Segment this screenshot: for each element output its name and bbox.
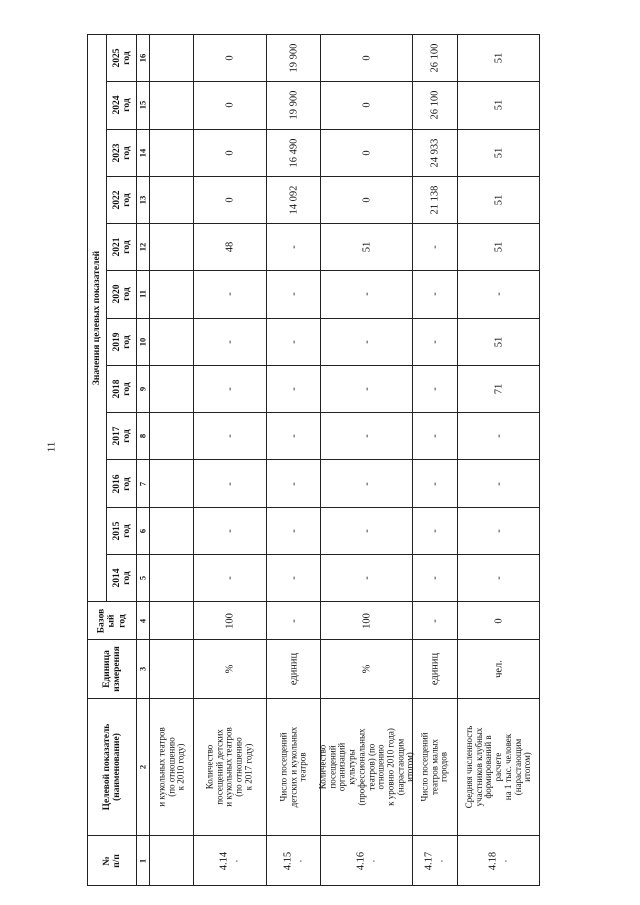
value-cell-text: - (492, 529, 504, 533)
unit-header (88, 640, 137, 699)
value-cell-text: - (287, 529, 299, 533)
value-cell-text: - (429, 245, 441, 249)
column-number (137, 365, 150, 412)
year-header (107, 365, 137, 412)
value-cell-text: 51 (492, 100, 504, 111)
value-cell-text: 0 (360, 197, 372, 203)
indicator-name-cell (413, 699, 458, 836)
value-cell (150, 554, 194, 601)
base-value-cell-text: 100 (224, 612, 236, 629)
indicator-name-cell (458, 699, 540, 836)
value-cell-text: - (224, 529, 236, 533)
row-number-cell (194, 836, 267, 886)
base-value-cell (458, 602, 540, 640)
value-cell (267, 129, 321, 176)
value-cell (150, 365, 194, 412)
indicator-name-cell-text: и кукольных театров (по отношению к 2010 году) (155, 727, 186, 807)
unit-cell-text: чел. (492, 660, 504, 678)
value-cell-text: - (492, 292, 504, 297)
year-header (107, 507, 137, 554)
column-number (137, 82, 150, 129)
value-cell (194, 365, 267, 412)
column-number (137, 224, 150, 271)
row-number-cell (458, 836, 540, 886)
value-cell (150, 413, 194, 460)
column-number-text: 16 (137, 53, 148, 63)
value-cell (194, 554, 267, 601)
column-number-text: 14 (137, 148, 148, 157)
value-cell-text: - (360, 576, 372, 580)
year-header (107, 129, 137, 176)
no-header (88, 836, 137, 886)
row-number-cell (413, 836, 458, 886)
value-cell (150, 82, 194, 129)
unit-cell-text: % (360, 664, 372, 674)
unit-cell (194, 640, 267, 699)
value-cell-text: - (492, 481, 504, 486)
value-cell (413, 554, 458, 601)
table-row (88, 271, 540, 318)
column-number-text: 10 (137, 337, 148, 346)
value-cell-text: - (492, 434, 504, 438)
year-header-text: 2020 год (111, 284, 132, 304)
value-cell (321, 224, 413, 271)
value-cell-text: - (429, 434, 441, 438)
value-cell-text: 51 (492, 147, 504, 158)
unit-cell-text: % (224, 664, 236, 674)
unit-cell (321, 640, 413, 699)
base-value-cell-text: 0 (492, 617, 504, 624)
indicator-name-cell-text: Количество посещений детских и кукольных театров (по отношению к 2017 году) (204, 727, 254, 807)
column-number-text: 13 (137, 195, 148, 205)
value-cell (321, 176, 413, 223)
value-cell (458, 507, 540, 554)
no-header-text: № п/п (101, 853, 122, 868)
table-row (88, 699, 540, 836)
value-cell (413, 224, 458, 271)
base-value-cell-text: - (287, 618, 299, 623)
indicator-name-cell (150, 699, 194, 836)
table-row (88, 836, 540, 886)
value-cell (194, 224, 267, 271)
year-header-text: 2014 год (111, 568, 132, 588)
value-cell-text: - (287, 292, 299, 297)
year-header-text: 2015 год (111, 521, 132, 541)
value-cell (321, 271, 413, 318)
value-cell-text: - (429, 387, 441, 391)
base-value-cell (413, 602, 458, 640)
table-row (88, 554, 540, 601)
value-cell-text: - (287, 339, 299, 344)
value-cell-text: - (224, 434, 236, 438)
base-value-cell (267, 602, 321, 640)
value-cell-text: 48 (224, 241, 236, 253)
row-number-cell-text: 4.14 . (218, 851, 241, 870)
value-cell (267, 413, 321, 460)
value-cell-text: - (429, 576, 441, 580)
value-cell (150, 176, 194, 223)
value-cell-text: - (287, 387, 299, 391)
column-number-text: 9 (137, 386, 148, 392)
value-cell (194, 318, 267, 365)
value-cell (321, 507, 413, 554)
value-cell-text: - (429, 339, 441, 344)
value-cell-text: - (360, 339, 372, 344)
value-cell (458, 82, 540, 129)
value-cell (413, 129, 458, 176)
year-header (107, 318, 137, 365)
value-cell (413, 318, 458, 365)
value-cell-text: 0 (224, 102, 236, 109)
column-number (137, 699, 150, 836)
value-cell-text: 16 490 (287, 138, 299, 168)
value-cell (194, 507, 267, 554)
indicator-name-cell (194, 699, 267, 836)
column-number (137, 271, 150, 318)
value-cell-text: 26 100 (429, 90, 441, 120)
page-number: 11 (45, 441, 57, 453)
year-header (107, 271, 137, 318)
value-cell-text: - (429, 292, 441, 297)
column-number-text: 5 (137, 575, 148, 581)
value-cell-text: - (429, 529, 441, 533)
value-cell-text: - (224, 387, 236, 391)
column-number-text: 4 (137, 618, 148, 623)
value-cell (267, 82, 321, 129)
column-number-text: 15 (137, 101, 148, 110)
value-cell-text: 24 933 (429, 138, 441, 168)
value-cell (267, 365, 321, 412)
value-cell (321, 554, 413, 601)
value-cell-text: 51 (492, 241, 504, 253)
value-cell-text: - (360, 434, 372, 438)
value-cell (413, 82, 458, 129)
value-cell-text: - (360, 292, 372, 297)
values-group-header-text: Значения целевых показателей (91, 250, 102, 386)
column-number-text: 8 (137, 434, 148, 439)
value-cell-text: 0 (224, 197, 236, 203)
value-cell (267, 35, 321, 82)
value-cell-text: - (492, 576, 504, 580)
value-cell (321, 318, 413, 365)
value-cell-text: - (224, 576, 236, 580)
indicator-name-cell-text: Количество посещений организаций культуры (профессиональных театров) (по отношению к уровню 2010 года) (нарастающим итогом) (316, 728, 415, 806)
value-cell (150, 129, 194, 176)
value-cell (458, 271, 540, 318)
value-cell (321, 413, 413, 460)
table-row (88, 176, 540, 223)
value-cell (194, 35, 267, 82)
unit-cell-text: единиц (429, 652, 441, 686)
year-header (107, 35, 137, 82)
column-number (137, 129, 150, 176)
value-cell-text: - (287, 434, 299, 438)
base-value-cell-text: 100 (360, 612, 372, 629)
table-row (88, 224, 540, 271)
row-number-cell-text: 4.18 . (487, 851, 510, 870)
value-cell (458, 413, 540, 460)
column-number (137, 554, 150, 601)
value-cell-text: 51 (360, 241, 372, 253)
value-cell (267, 460, 321, 507)
unit-cell (458, 640, 540, 699)
value-cell (267, 554, 321, 601)
year-header (107, 176, 137, 223)
value-cell (150, 507, 194, 554)
base-value-cell-text: - (429, 618, 441, 623)
column-number (137, 640, 150, 699)
indicator-header (88, 699, 137, 836)
value-cell (321, 365, 413, 412)
indicator-name-cell (267, 699, 321, 836)
value-cell-text: 0 (360, 150, 372, 156)
value-cell-text: 0 (224, 55, 236, 61)
column-number (137, 318, 150, 365)
base-header-text: Базов ый год (96, 608, 128, 633)
row-number-cell-text: 4.17 . (423, 851, 446, 870)
value-cell-text: - (360, 387, 372, 391)
year-header-text: 2016 год (111, 474, 132, 494)
year-header-text: 2018 год (111, 379, 132, 399)
value-cell (150, 224, 194, 271)
value-cell-text: 19 900 (287, 90, 299, 120)
value-cell (194, 271, 267, 318)
indicator-name-cell-text: Средняя численность участников клубных формирований в расчете на 1 тыс. человек (нарастающим итогом) (463, 725, 532, 809)
table-row (88, 82, 540, 129)
column-number-text: 7 (137, 481, 148, 486)
base-value-cell (321, 602, 413, 640)
year-header-text: 2021 год (111, 237, 132, 257)
value-cell-text: - (224, 481, 236, 486)
value-cell-text: 26 100 (429, 43, 441, 73)
value-cell (413, 507, 458, 554)
year-header (107, 554, 137, 601)
indicator-name-cell-text: Число посещений детских и кукольных театров (277, 726, 308, 808)
column-number (137, 507, 150, 554)
unit-header-text: Единица измерения (101, 646, 122, 692)
value-cell (458, 224, 540, 271)
column-number-text: 1 (137, 858, 148, 863)
column-number (137, 413, 150, 460)
column-number-text: 12 (137, 242, 148, 252)
value-cell (413, 365, 458, 412)
column-number (137, 836, 150, 886)
table-row (88, 602, 540, 640)
unit-cell (413, 640, 458, 699)
base-header (88, 602, 137, 640)
values-group-header (88, 35, 107, 602)
target-indicators-table (87, 34, 540, 886)
value-cell (150, 35, 194, 82)
table-row (88, 460, 540, 507)
column-number-text: 11 (137, 290, 148, 299)
value-cell-text: 0 (224, 150, 236, 156)
unit-cell (150, 640, 194, 699)
value-cell-text: - (224, 339, 236, 344)
year-header-text: 2024 год (111, 95, 132, 115)
value-cell-text: 71 (492, 383, 504, 395)
value-cell-text: 14 092 (287, 185, 299, 215)
value-cell-text: - (429, 481, 441, 486)
value-cell-text: 51 (492, 194, 504, 206)
value-cell (267, 271, 321, 318)
column-number-text: 6 (137, 528, 148, 533)
row-number-cell-text: 4.15 . (282, 851, 305, 870)
value-cell-text: - (360, 529, 372, 533)
value-cell (458, 176, 540, 223)
value-cell (458, 554, 540, 601)
row-number-cell (267, 836, 321, 886)
row-number-cell (321, 836, 413, 886)
year-header (107, 82, 137, 129)
value-cell (413, 460, 458, 507)
indicator-name-cell (316, 699, 415, 836)
year-header-text: 2019 год (111, 332, 132, 352)
value-cell-text: - (224, 292, 236, 297)
year-header (107, 224, 137, 271)
value-cell (194, 176, 267, 223)
value-cell (150, 271, 194, 318)
value-cell (458, 318, 540, 365)
value-cell-text: 51 (492, 52, 504, 64)
year-header-text: 2025 год (111, 48, 132, 68)
value-cell (194, 82, 267, 129)
year-header-text: 2017 год (111, 426, 132, 446)
value-cell (267, 224, 321, 271)
value-cell-text: 0 (360, 55, 372, 61)
value-cell (267, 507, 321, 554)
value-cell-text: 21 138 (429, 185, 441, 215)
column-number (137, 460, 150, 507)
indicator-name-cell-text: Число посещений театров малых городов (419, 732, 449, 802)
value-cell (413, 176, 458, 223)
value-cell (194, 413, 267, 460)
value-cell (267, 318, 321, 365)
table-row (88, 365, 540, 412)
column-number-text: 3 (137, 666, 148, 672)
table-row (88, 640, 540, 699)
row-number-cell-text: 4.16 . (355, 851, 378, 870)
value-cell (413, 413, 458, 460)
value-cell-text: - (287, 245, 299, 249)
unit-cell-text: единиц (287, 652, 299, 686)
column-number-text: 2 (137, 765, 148, 770)
value-cell (267, 176, 321, 223)
table-row (88, 35, 540, 82)
value-cell (458, 129, 540, 176)
table-row (88, 129, 540, 176)
value-cell-text: 0 (360, 102, 372, 109)
row-number-cell (150, 836, 194, 886)
column-number (137, 35, 150, 82)
year-header-text: 2022 год (111, 190, 132, 210)
value-cell (194, 129, 267, 176)
value-cell (321, 82, 413, 129)
value-cell-text: 51 (492, 336, 504, 347)
value-cell (413, 35, 458, 82)
value-cell (321, 129, 413, 176)
value-cell (150, 460, 194, 507)
table-row (88, 413, 540, 460)
column-number (137, 176, 150, 223)
value-cell (321, 35, 413, 82)
year-header-text: 2023 год (111, 143, 132, 163)
value-cell-text: - (287, 481, 299, 486)
base-value-cell (194, 602, 267, 640)
table-row (88, 507, 540, 554)
value-cell (458, 365, 540, 412)
value-cell-text: - (287, 576, 299, 580)
indicator-header-text: Целевой показатель (наименование) (101, 723, 122, 811)
year-header (107, 460, 137, 507)
value-cell (194, 460, 267, 507)
unit-cell (267, 640, 321, 699)
column-number (137, 602, 150, 640)
value-cell-text: 19 900 (287, 43, 299, 73)
value-cell (150, 318, 194, 365)
target-indicators-table-container (87, 34, 539, 886)
value-cell (321, 460, 413, 507)
value-cell (458, 35, 540, 82)
value-cell-text: - (360, 481, 372, 486)
table-row (88, 318, 540, 365)
year-header (107, 413, 137, 460)
value-cell (458, 460, 540, 507)
value-cell (413, 271, 458, 318)
base-value-cell (150, 602, 194, 640)
